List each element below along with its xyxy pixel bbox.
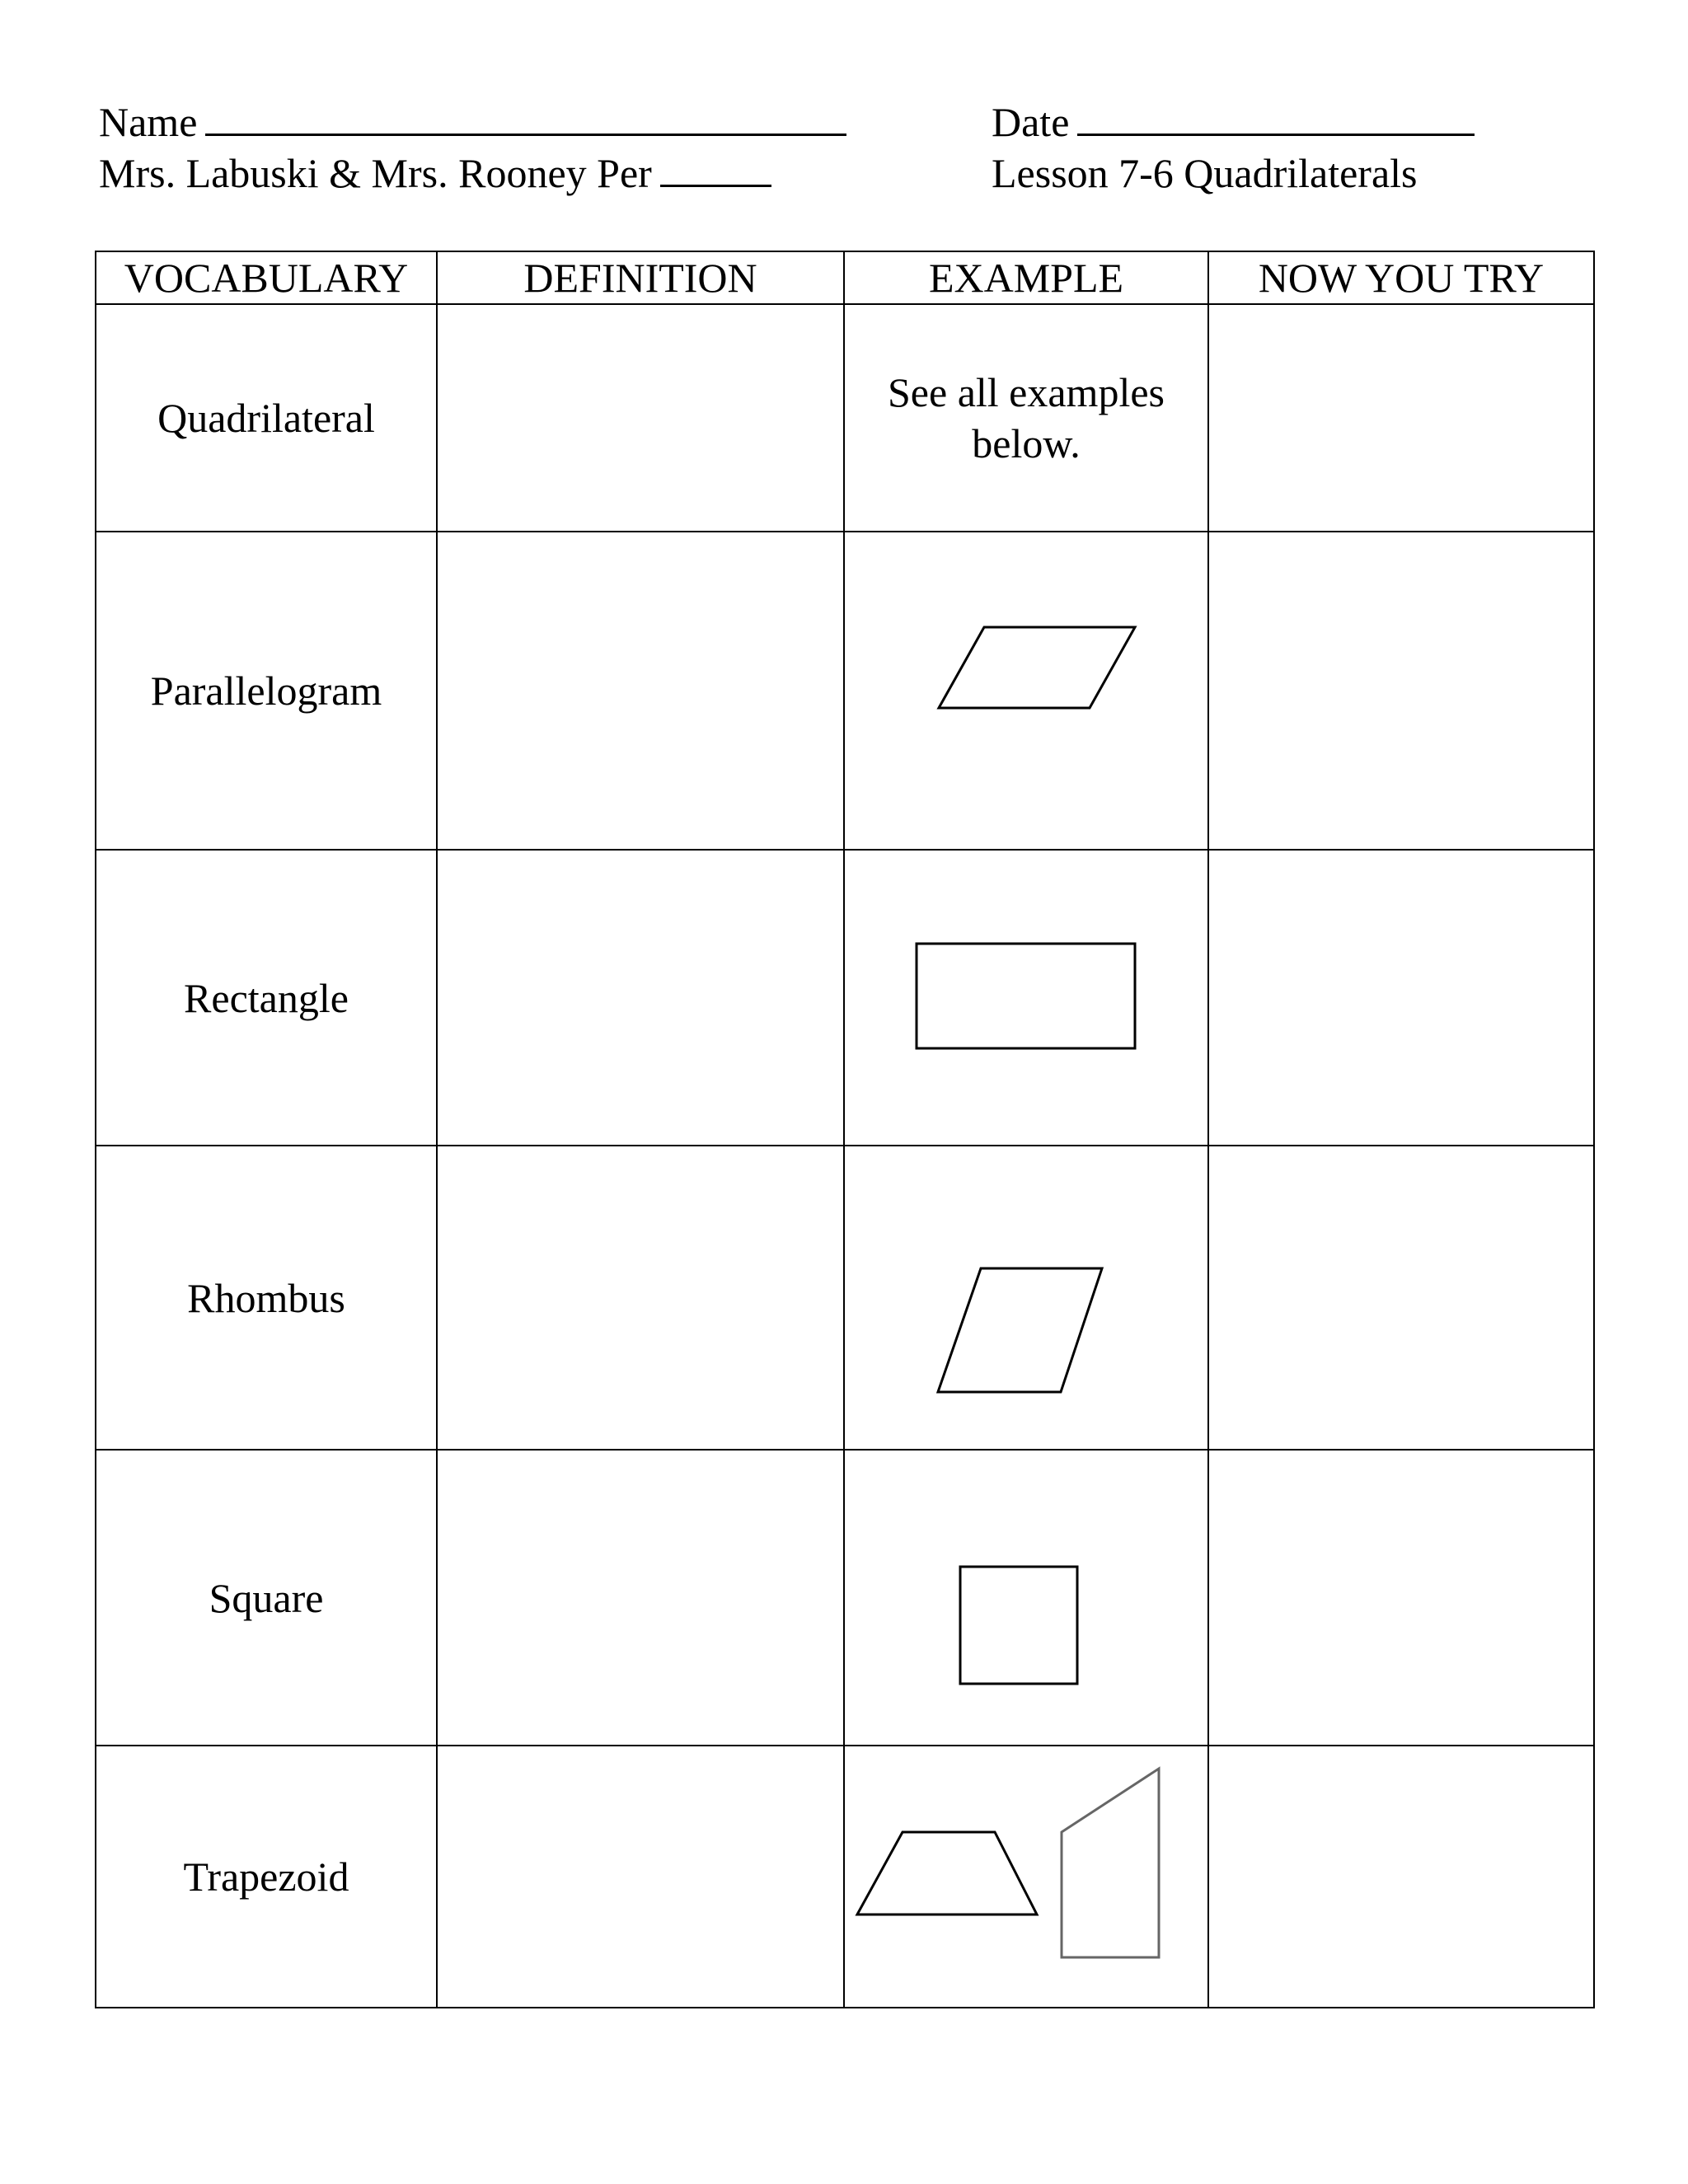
vocabulary-table: [95, 251, 1595, 2008]
parallelogram-shape: [845, 532, 1209, 849]
right-trapezoid-shape: [1062, 1769, 1159, 1957]
table-row-parallelogram: [96, 532, 1594, 850]
column-header-definition: DEFINITION: [437, 251, 844, 304]
example-cell: [844, 304, 1208, 532]
term-cell: Rhombus: [96, 1146, 437, 1450]
date-label: Date: [992, 99, 1070, 145]
example-cell: [844, 1746, 1208, 2008]
example-cell: [844, 1450, 1208, 1746]
example-cell: [844, 1146, 1208, 1450]
table-row-rectangle: [96, 850, 1594, 1146]
example-text: See all examples below.: [888, 369, 1165, 466]
now-you-try-cell[interactable]: [1208, 304, 1594, 532]
example-cell: [844, 850, 1208, 1146]
table-header-row: [96, 251, 1594, 304]
example-cell: [844, 532, 1208, 850]
name-blank[interactable]: [205, 97, 846, 136]
period-blank[interactable]: [660, 148, 771, 187]
lesson-title: Lesson 7-6 Quadrilaterals: [992, 150, 1418, 196]
rhombus-shape: [845, 1146, 1209, 1449]
definition-cell[interactable]: [437, 850, 844, 1146]
name-line: [99, 97, 846, 147]
teachers-period-line: [99, 148, 771, 198]
now-you-try-cell[interactable]: [1208, 532, 1594, 850]
table-row-trapezoid: [96, 1746, 1594, 2008]
rectangle-shape: [845, 851, 1209, 1145]
table-row-rhombus: [96, 1146, 1594, 1450]
now-you-try-cell[interactable]: [1208, 1450, 1594, 1746]
square-shape: [845, 1451, 1209, 1745]
table-row-quadrilateral: [96, 304, 1594, 532]
teachers-per-label: Mrs. Labuski & Mrs. Rooney Per: [99, 150, 652, 196]
name-label: Name: [99, 99, 198, 145]
term-cell: Quadrilateral: [96, 304, 437, 532]
definition-cell[interactable]: [437, 1450, 844, 1746]
definition-cell[interactable]: [437, 304, 844, 532]
definition-cell[interactable]: [437, 1146, 844, 1450]
date-line: [992, 97, 1475, 147]
term-cell: Rectangle: [96, 850, 437, 1146]
column-header-example: EXAMPLE: [844, 251, 1208, 304]
term-cell: Trapezoid: [96, 1746, 437, 2008]
definition-cell[interactable]: [437, 1746, 844, 2008]
column-header-vocabulary: VOCABULARY: [96, 251, 437, 304]
now-you-try-cell[interactable]: [1208, 1146, 1594, 1450]
column-header-now-you-try: NOW YOU TRY: [1208, 251, 1594, 304]
definition-cell[interactable]: [437, 532, 844, 850]
date-blank[interactable]: [1077, 97, 1475, 136]
term-cell: Parallelogram: [96, 532, 437, 850]
term-cell: Square: [96, 1450, 437, 1746]
now-you-try-cell[interactable]: [1208, 850, 1594, 1146]
now-you-try-cell[interactable]: [1208, 1746, 1594, 2008]
trapezoid-shapes: [845, 1746, 1209, 2007]
isosceles-trapezoid-shape: [857, 1832, 1037, 1915]
table-row-square: [96, 1450, 1594, 1746]
